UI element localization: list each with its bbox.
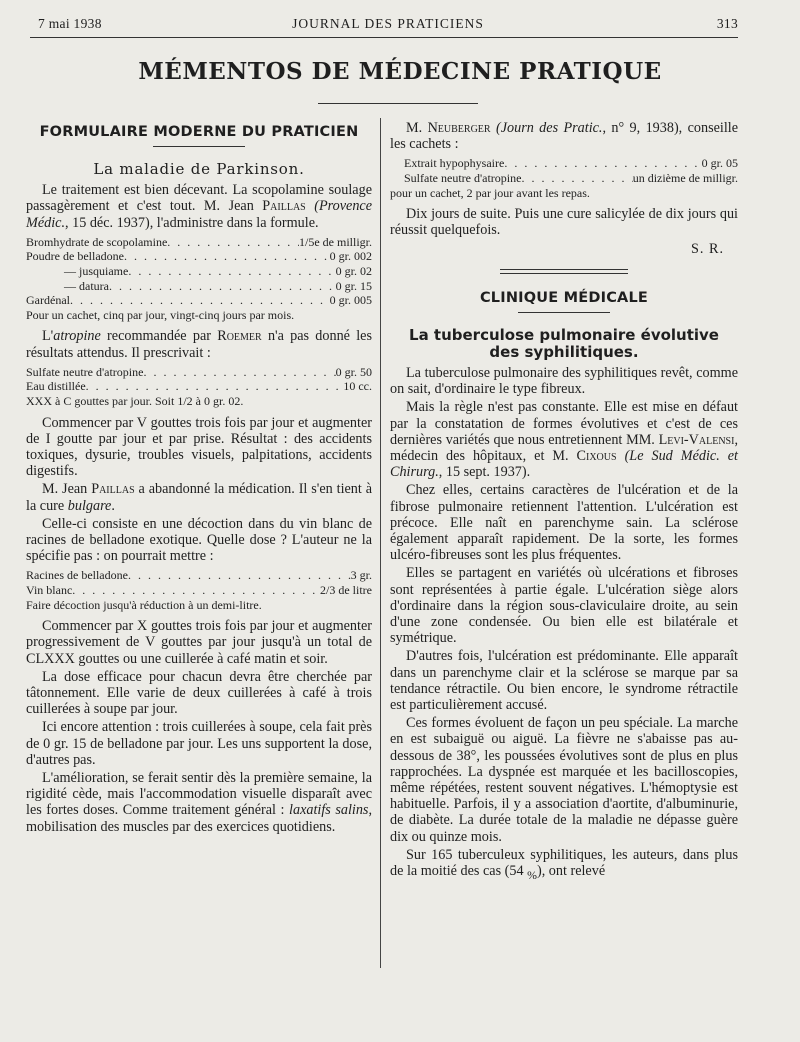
prescription-line: Racines de belladone . . . 3 gr. [26, 568, 372, 583]
author-name: Paillas [262, 198, 306, 215]
running-head [38, 16, 738, 36]
page-number: 313 [716, 16, 738, 31]
paragraph: D'autres fois, l'ulcération est prédominante. Elle apparaît dans un parenchyme clair et la sclérose se marque par sa tendance rétractile. Ou bien encore, le syndrome rétractile est particulièrement accusé. [390, 648, 738, 714]
paragraph: M. Jean Paillas a abandonné la médication. Il s'en tient à la cure bulgare. [26, 481, 373, 514]
author-name: Roemer [217, 328, 262, 345]
section-title-formulaire: FORMULAIRE MODERNE DU PRATICIEN [39, 124, 359, 140]
header-rule [30, 37, 738, 38]
prescription-line: Gardénal . . . 0 gr. 005 [26, 293, 372, 308]
left-column [26, 120, 372, 837]
journal-reference: (Journ des Pratic. [495, 120, 603, 136]
prescription-line: Eau distillée . . . 10 cc. [26, 379, 372, 394]
column-divider [380, 118, 381, 968]
prescription-2 [26, 365, 372, 409]
author-name: Neuberger [427, 120, 491, 136]
prescription-line: Vin blanc . . . 2/3 de litre [26, 583, 372, 598]
article-title-parkinson: La maladie de Parkinson. [93, 160, 305, 179]
paragraph: La dose efficace pour chacun devra être cherchée par tâtonnement. Elle varie de deux cuillerées à café à trois cuillerées à soupe par jour. [26, 668, 372, 718]
paragraph: Celle-ci consiste en une décoction dans du vin blanc de racines de belladone exotique. Quelle dose ? L'auteur ne la spécifie pas : on pourrait mettre : [26, 515, 372, 565]
prescription-line: Poudre de belladone . . . 0 gr. 002 [26, 249, 372, 264]
paragraph: Ces formes évoluent de façon un peu spéciale. La marche en est subaiguë ou aiguë. La fièvre ne s'abaisse pas au-dessous de 38°, les poussées évolutives sont de plus en plus rapprochées. La dyspnée est marquée et les bacilloscopies, même répétées, restent souvent négatives. L'hémoptysie est habituelle. Parfois, il y a association d'aortite, d'albuminurie, de diabète. La durée totale de la maladie ne dépasse guère dix ou quinze mois. [390, 715, 738, 845]
paragraph: Mais la règle n'est pas constante. Elle est mise en défaut par la constatation de formes évolutives et c'est de ces dernières variétés que nous entretiennent MM. Levi-Valensi, médecin des hôpitaux, et M. Cixous (Le Sud Médic. et Chirurg., 15 sept. 1937). [390, 399, 738, 481]
section-separator [500, 269, 628, 274]
prescription-3 [26, 568, 372, 612]
author-name: Cixous [576, 448, 617, 465]
prescription-note: pour un cachet, 2 par jour avant les repas. [390, 185, 590, 200]
prescription-4 [390, 156, 738, 200]
right-column [390, 120, 738, 885]
prescription-note: Pour un cachet, cinq par jour, vingt-cinq jours par mois. [26, 307, 295, 322]
author-name: Levi-Valensi [658, 431, 735, 448]
paragraph: Dix jours de suite. Puis une cure salicylée de dix jours qui réussit quelquefois. [390, 206, 738, 239]
paragraph: Elles se partagent en variétés où ulcérations et fibroses sont représentées à partie égale. L'ulcération siège alors d'ordinaire dans la région sous-claviculaire droite, au sein d'une zone condensée. Ou bien elle est bilatérale et symétrique. [390, 565, 738, 647]
journal-name: JOURNAL DES PRATICIENS [292, 16, 484, 31]
prescription-line: Sulfate neutre d'atropine . . . 0 gr. 50 [26, 365, 372, 380]
journal-reference: (Le Sud Médic. et Chirurg. [390, 448, 738, 481]
prescription-line: — datura . . . 0 gr. 15 [26, 279, 372, 294]
prescription-1 [26, 235, 372, 323]
prescription-line: — jusquiame . . . 0 gr. 02 [26, 264, 372, 279]
journal-reference: (Provence Médic. [26, 198, 373, 231]
article-title-tuberculose: La tuberculose pulmonaire évolutive des syphilitiques. [409, 326, 719, 361]
signature-initials: S. R. [691, 240, 724, 257]
prescription-line: Bromhydrate de scopolamine . . . 1/5e de milligr. [26, 235, 372, 250]
paragraph: Commencer par X gouttes trois fois par jour et augmenter progressivement de V gouttes par jour jusqu'à un total de CLXXX gouttes ou une cuillerée à café matin et soir. [26, 618, 372, 667]
paragraph: Ici encore attention : trois cuillerées à soupe, cela fait près de 0 gr. 15 de belladone par jour. Les uns supportent la dose, d'autres pas. [26, 719, 372, 768]
paragraph: Sur 165 tuberculeux syphilitiques, les auteurs, dans plus de la moitié des cas (54 $_{\%}$), ont relevé [390, 846, 738, 882]
prescription-note: Faire décoction jusqu'à réduction à un demi-litre. [26, 597, 262, 612]
page-title: MÉMENTOS DE MÉDECINE PRATIQUE [138, 58, 662, 85]
paragraph: La tuberculose pulmonaire des syphilitiques revêt, comme on sait, d'ordinaire le type fibreux. [390, 365, 738, 398]
paragraph: Chez elles, certains caractères de l'ulcération et de la fibrose pulmonaire retiennent l'attention. L'ulcération est précoce. Elle naît en parenchyme sain. La sclérose également apparaît rapidement. De la sorte, les formes ulcéro-fibreuses sont les plus fréquentes. [390, 482, 738, 564]
section-title-clinique: CLINIQUE MÉDICALE [479, 289, 649, 306]
section-rule [518, 312, 610, 313]
paragraph: L'amélioration, se ferait sentir dès la première semaine, la rigidité cède, mais l'accommodation visuelle disparaît avec les fortes doses. Comme traitement général : laxatifs salins, mobilisation des muscles par des exercices quotidiens. [26, 770, 373, 835]
title-rule [318, 103, 478, 104]
author-name: Paillas [91, 481, 135, 498]
paragraph: Le traitement est bien décevant. La scopolamine soulage passagèrement et c'est tout. M. Jean Paillas (Provence Médic., 15 déc. 1937), l'administre dans la formule. [26, 182, 373, 231]
prescription-note: XXX à C gouttes par jour. Soit 1/2 à 0 gr. 02. [26, 393, 244, 408]
prescription-line: Extrait hypophysaire . . . 0 gr. 05 [404, 156, 738, 171]
prescription-line: Sulfate neutre d'atropine . . . un dizième de milligr. [404, 171, 738, 186]
paragraph: L'atropine recommandée par Roemer n'a pas donné les résultats attendus. Il prescrivait : [26, 328, 372, 361]
paragraph: Commencer par V gouttes trois fois par jour et augmenter de I goutte par jour et par prise. Résultat : des accidents toxiques, dysurie, troubles visuels, palpitations, accidents digestifs. [26, 414, 372, 480]
issue-date: 7 mai 1938 [38, 16, 102, 31]
section-rule [153, 146, 245, 147]
paragraph: M. Neuberger (Journ des Pratic., n° 9, 1938), conseille les cachets : [390, 120, 739, 153]
